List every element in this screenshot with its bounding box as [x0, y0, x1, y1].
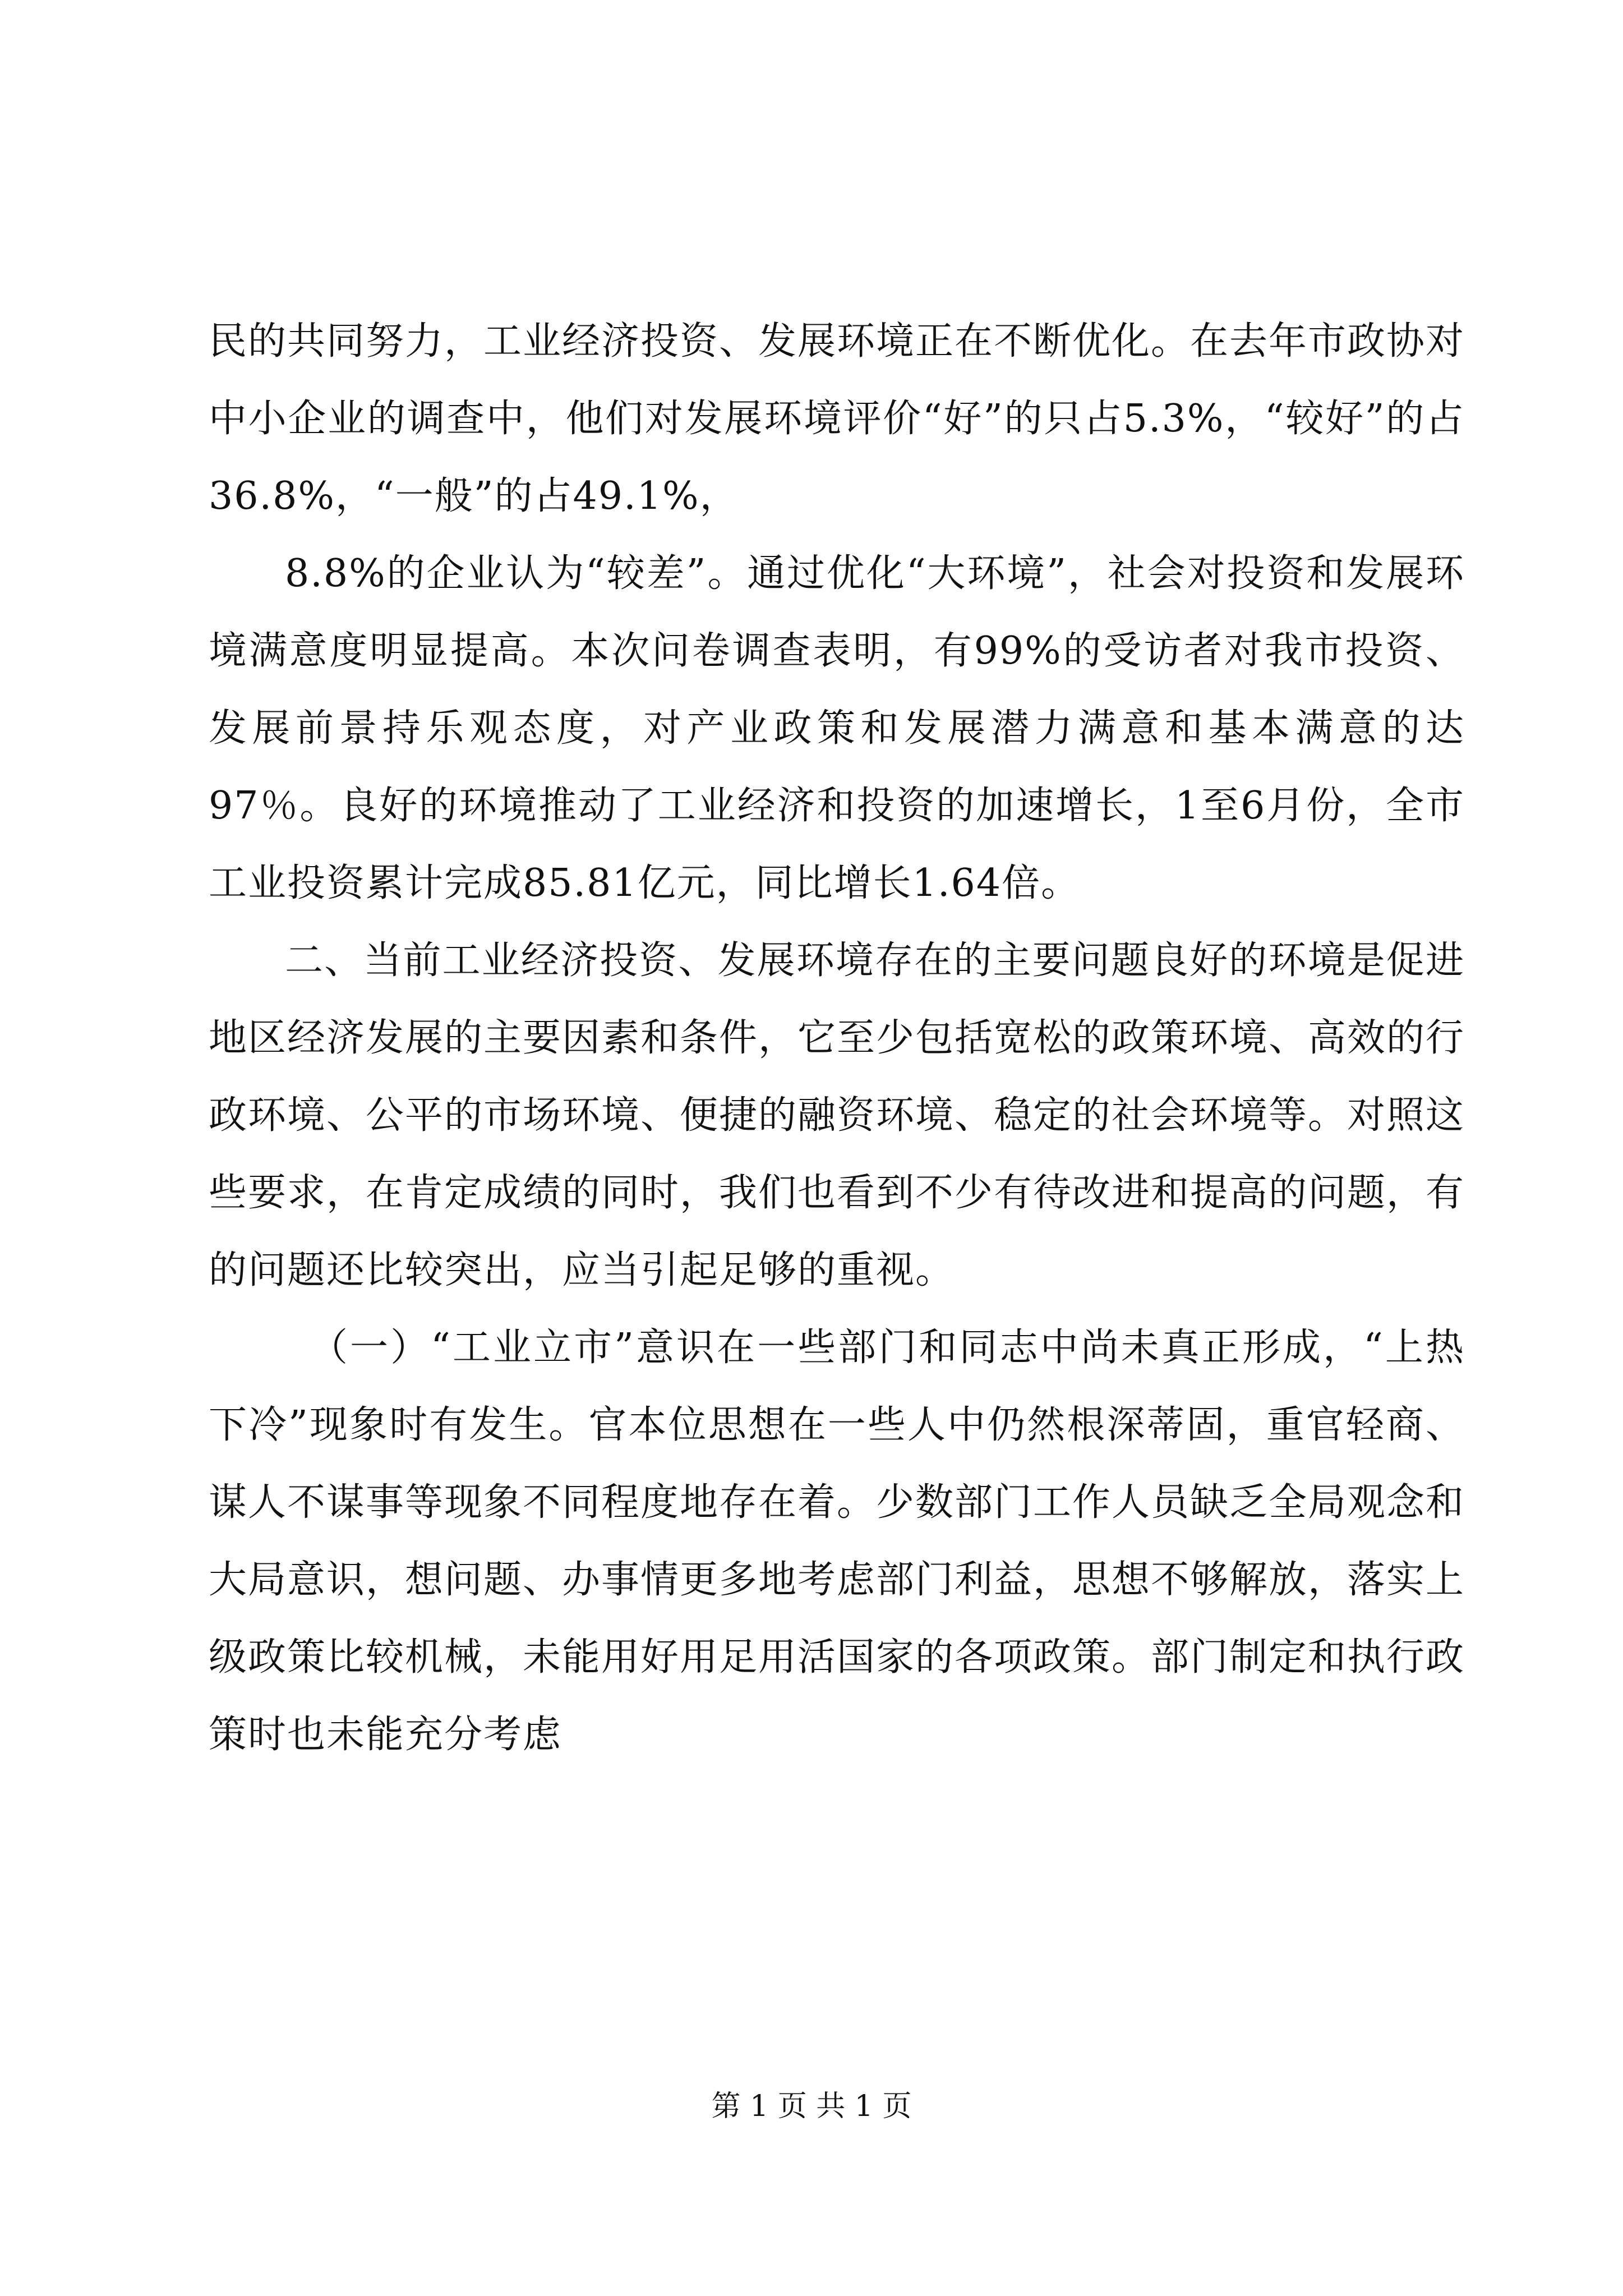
- document-body: [209, 303, 1465, 1774]
- paragraph-3: 二、当前工业经济投资、发展环境存在的主要问题良好的环境是促进地区经济发展的主要因素和条件，它至少包括宽松的政策环境、高效的行政环境、公平的市场环境、便捷的融资环境、稳定的社会环境等。对照这些要求，在肯定成绩的同时，我们也看到不少有待改进和提高的问题，有的问题还比较突出，应当引起足够的重视。: [209, 938, 1465, 1292]
- paragraph-2: 8.8%的企业认为“较差”。通过优化“大环境”，社会对投资和发展环境满意度明显提高。本次问卷调查表明，有99%的受访者对我市投资、发展前景持乐观态度，对产业政策和发展潜力满意和基本满意的达97％。良好的环境推动了工业经济和投资的加速增长，1至6月份，全市工业投资累计完成85.81亿元，同比增长1.64倍。: [209, 551, 1465, 905]
- page-number-footer: 第 1 页 共 1 页: [711, 2090, 912, 2123]
- paragraph-4: （一）“工业立市”意识在一些部门和同志中尚未真正形成，“上热下冷”现象时有发生。官本位思想在一些人中仍然根深蒂固，重官轻商、谋人不谋事等现象不同程度地存在着。少数部门工作人员缺乏全局观念和大局意识，想问题、办事情更多地考虑部门利益，思想不够解放，落实上级政策比较机械，未能用好用足用活国家的各项政策。部门制定和执行政策时也未能充分考虑: [209, 1326, 1465, 1757]
- paragraph-1: 民的共同努力，工业经济投资、发展环境正在不断优化。在去年市政协对中小企业的调查中，他们对发展环境评价“好”的只占5.3%，“较好”的占36.8%，“一般”的占49.1%，: [209, 319, 1465, 518]
